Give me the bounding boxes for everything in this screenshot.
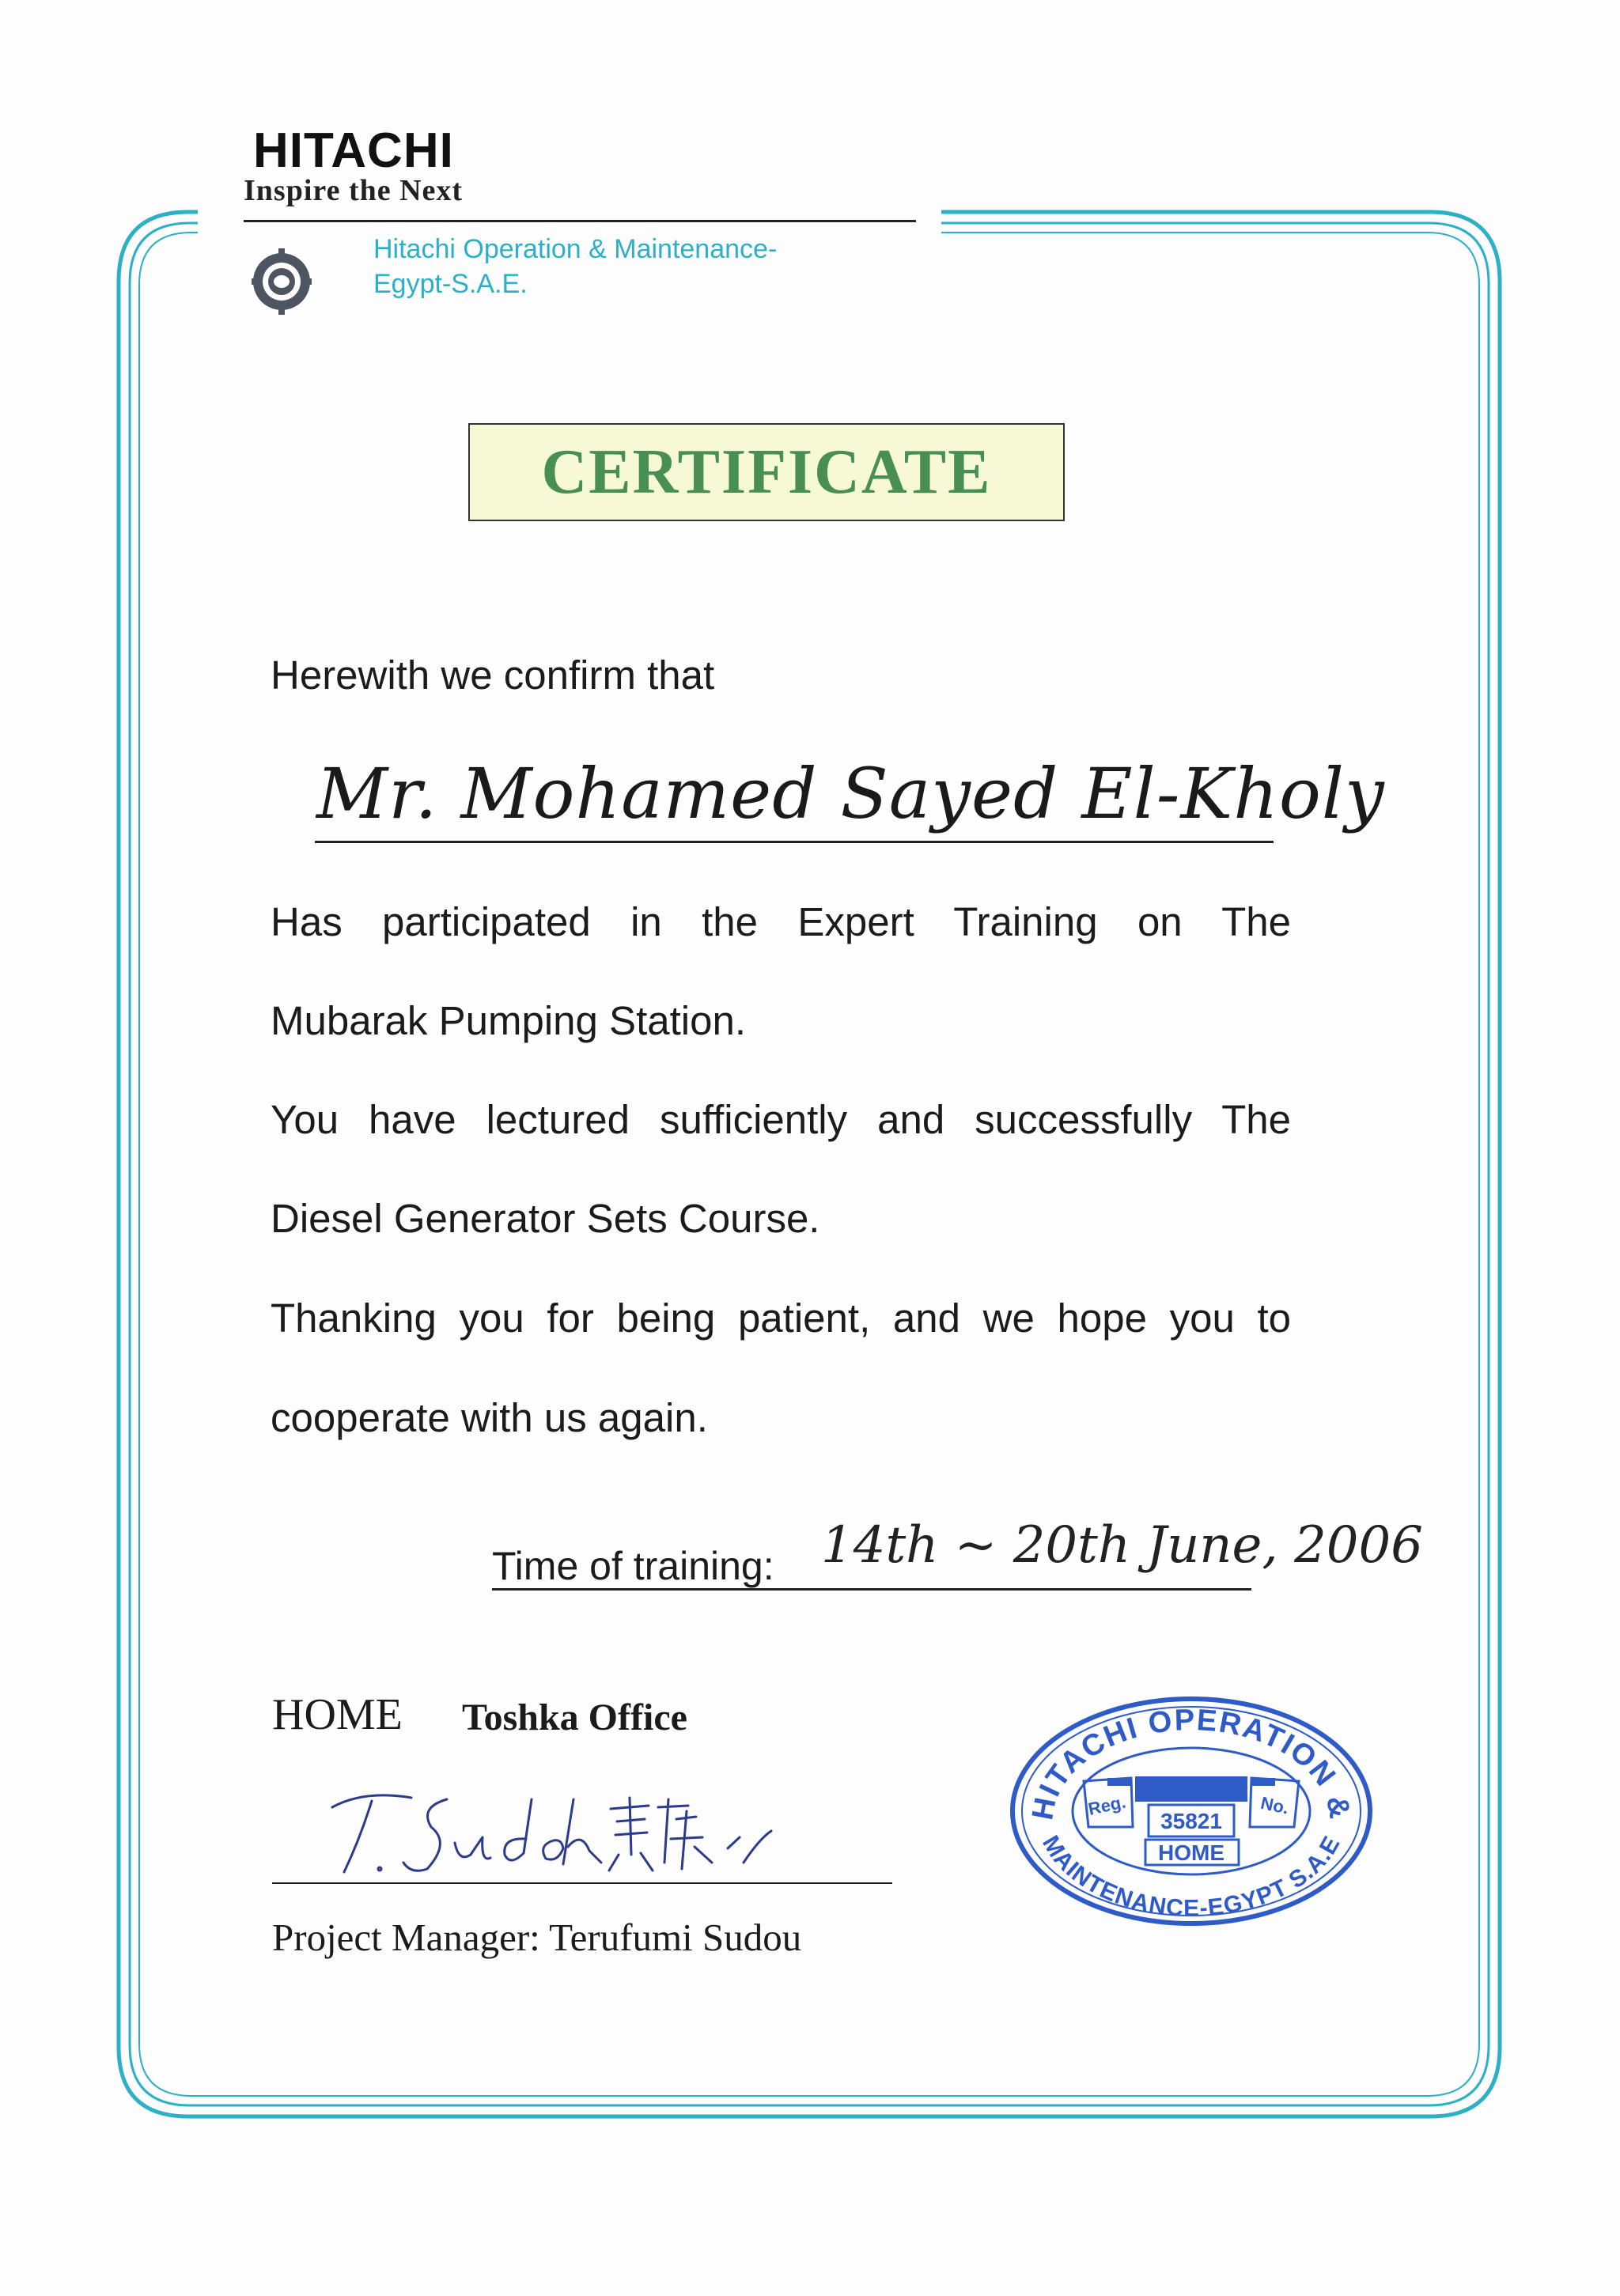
company-name-line-1: Hitachi Operation & Maintenance- xyxy=(373,234,778,264)
training-time-underline xyxy=(492,1588,1251,1591)
company-stamp xyxy=(1005,1693,1376,1930)
training-time-value: 14th ~ 20th June, 2006 xyxy=(821,1516,1423,1575)
project-manager-label: Project Manager: Terufumi Sudou xyxy=(272,1916,802,1959)
body-line-2: Mubarak Pumping Station. xyxy=(271,998,746,1043)
office-home: HOME xyxy=(272,1690,403,1739)
certificate-title: CERTIFICATE xyxy=(541,437,992,507)
header-divider xyxy=(244,220,916,222)
stamp-top-text: HITACHI OPERATION & xyxy=(1026,1704,1357,1823)
body-line-6: cooperate with us again. xyxy=(271,1395,708,1440)
brand-tagline: Inspire the Next xyxy=(244,174,464,207)
signature-line xyxy=(272,1882,892,1884)
body-line-3: You have lectured sufficiently and successfully The xyxy=(271,1097,1291,1142)
body-line-4: Diesel Generator Sets Course. xyxy=(271,1196,820,1241)
recipient-name: Mr. Mohamed Sayed El-Kholy xyxy=(316,753,1385,834)
brand-name: HITACHI xyxy=(253,123,454,178)
stamp-office: HOME xyxy=(1158,1840,1224,1865)
body-line-5: Thanking you for being patient, and we hope you to xyxy=(271,1296,1291,1341)
body-line-1: Has participated in the Expert Training on The xyxy=(271,899,1291,944)
title-box xyxy=(468,423,1065,521)
stamp-number: 35821 xyxy=(1160,1809,1222,1833)
training-time-label: Time of training: xyxy=(492,1544,774,1588)
recipient-underline xyxy=(315,841,1274,843)
stamp-bottom-text: MAINTENANCE-EGYPT S.A.E xyxy=(1037,1831,1346,1922)
office-name: Toshka Office xyxy=(462,1696,687,1738)
company-name-line-2: Egypt-S.A.E. xyxy=(373,269,528,299)
stamp-reg-label: Reg. xyxy=(1086,1791,1128,1819)
stamp-no-label: No. xyxy=(1259,1792,1291,1818)
signature xyxy=(316,1776,807,1886)
intro-text: Herewith we confirm that xyxy=(271,652,715,698)
hitachi-emblem-icon xyxy=(244,244,320,320)
